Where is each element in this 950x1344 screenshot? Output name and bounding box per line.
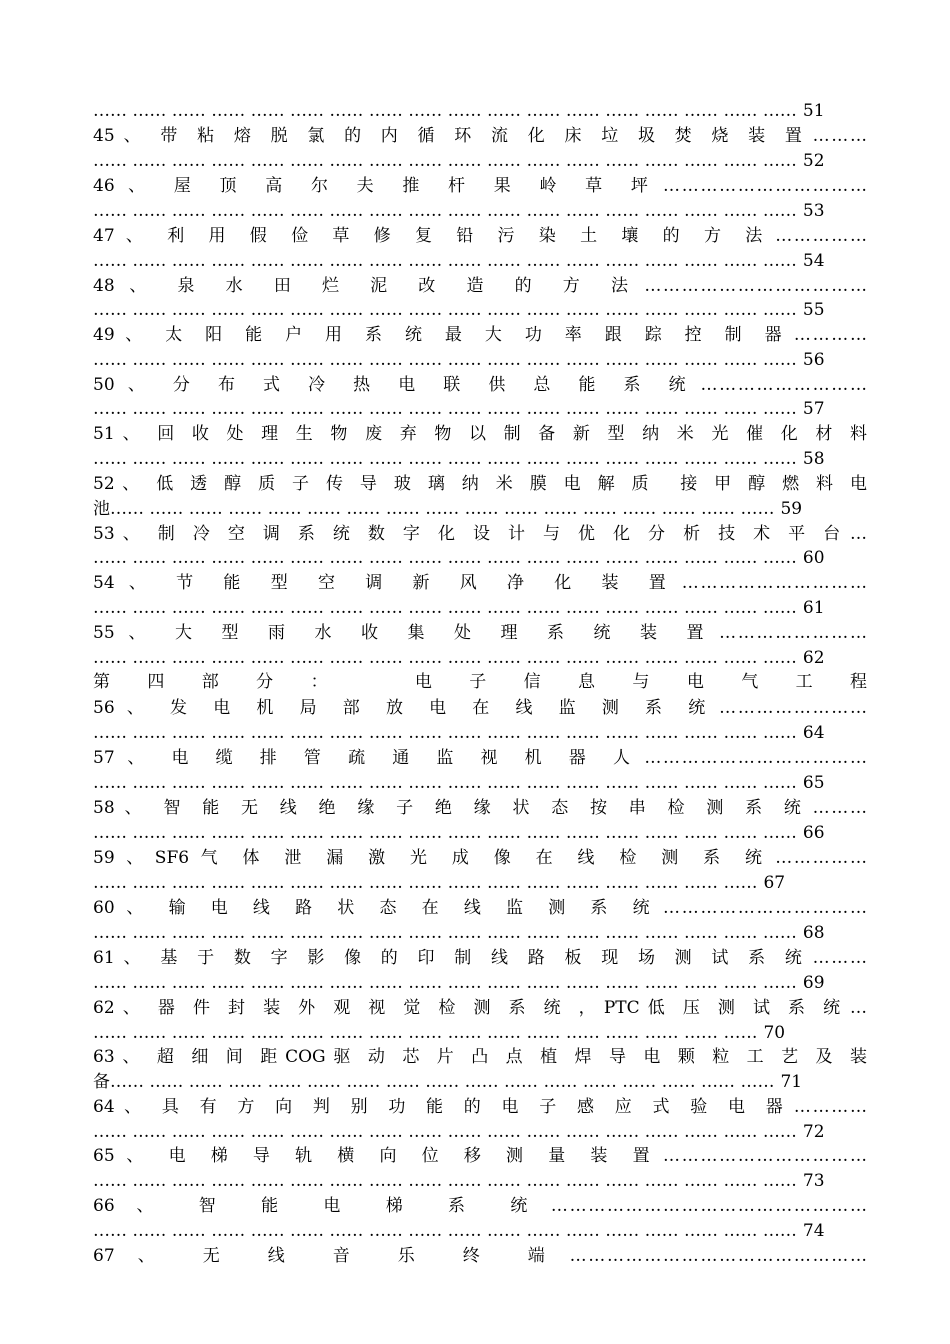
toc-entry — [93, 1095, 867, 1119]
toc-leader-line — [93, 821, 867, 845]
page-number: 73 — [802, 1171, 825, 1191]
toc-leader-line — [93, 397, 867, 421]
toc-entry — [93, 1045, 867, 1069]
toc-entry — [93, 1194, 867, 1218]
toc-text: 56、 发 电 机 局 部 放 电 在 线 监 测 系 统 … … … … … … … … — [93, 698, 867, 718]
toc-text: …… …… …… …… …… …… …… …… …… …… …… …… …… …… …… …… …… …… — [93, 201, 797, 221]
toc-leader-line — [93, 99, 867, 123]
toc-leader-line — [93, 1070, 867, 1094]
toc-entry — [93, 373, 867, 397]
toc-leader-line — [93, 249, 867, 273]
toc-text: 67、 无 线 音 乐 终 端 … … … … … … … … … … … … … … … … — [93, 1246, 867, 1266]
toc-text: 65、 电 梯 导 轨 横 向 位 移 测 量 装 置 … … … … … … … … … … … — [93, 1146, 867, 1166]
page-number: 58 — [802, 449, 825, 469]
page-number: 67 — [763, 873, 786, 893]
toc-entry — [93, 274, 867, 298]
toc-entry — [93, 174, 867, 198]
toc-text: …… …… …… …… …… …… …… …… …… …… …… …… …… …… …… …… …… …… — [93, 598, 797, 618]
page-number: 74 — [802, 1221, 825, 1241]
toc-text: …… …… …… …… …… …… …… …… …… …… …… …… …… …… …… …… …… …… — [93, 648, 797, 668]
toc-text: 59、SF6气 体 泄 漏 激 光 成 像 在 线 检 测 系 统 … … … … … — [93, 848, 867, 868]
toc-leader-line — [93, 721, 867, 745]
page-number: 52 — [802, 151, 825, 171]
toc-leader-line — [93, 871, 867, 895]
toc-leader-line — [93, 1021, 867, 1045]
toc-leader-line — [93, 971, 867, 995]
toc-text: 57、 电 缆 排 管 疏 通 监 视 机 器 人 … … … … … … … … … … … … — [93, 748, 867, 768]
toc-text: 66、 智 能 电 梯 系 统 … … … … … … … … … … … … … … … … … — [93, 1196, 867, 1216]
toc-leader-line — [93, 771, 867, 795]
toc-text: …… …… …… …… …… …… …… …… …… …… …… …… …… …… …… …… …… …… — [93, 823, 797, 843]
toc-entry — [93, 571, 867, 595]
page-number: 60 — [802, 548, 825, 568]
toc-text: …… …… …… …… …… …… …… …… …… …… …… …… …… …… …… …… …… …… — [93, 449, 797, 469]
toc-entry — [93, 323, 867, 347]
toc-text: 54、 节 能 型 空 调 新 风 净 化 装 置 … … … … … … … … … … — [93, 573, 867, 593]
toc-entry — [93, 422, 867, 446]
toc-text: 63、 超 细 间 距COG驱 动 芯 片 凸 点 植 焊 导 电 颗 粒 工 艺 及 装 — [93, 1047, 867, 1067]
page-number: 64 — [802, 723, 825, 743]
toc-text: 50、 分 布 式 冷 热 电 联 供 总 能 系 统 … … … … … … … … … — [93, 375, 867, 395]
toc-text: …… …… …… …… …… …… …… …… …… …… …… …… …… …… …… …… …… …… — [93, 973, 797, 993]
page-number: 62 — [802, 648, 825, 668]
page-number: 54 — [802, 251, 825, 271]
toc-entry — [93, 621, 867, 645]
toc-entry — [93, 472, 867, 496]
toc-entry — [93, 846, 867, 870]
page-number: 69 — [802, 973, 825, 993]
toc-leader-line — [93, 348, 867, 372]
toc-text: 62、 器 件 封 装 外 观 视 觉 检 测 系 统 ，PTC低 压 测 试 系 统 … — [93, 998, 867, 1018]
toc-text: 58、 智 能 无 线 绝 缘 子 绝 缘 状 态 按 串 检 测 系 统 … … … — [93, 798, 867, 818]
toc-text: …… …… …… …… …… …… …… …… …… …… …… …… …… …… …… …… …… …… — [93, 1122, 797, 1142]
page-number: 72 — [802, 1122, 825, 1142]
toc-text: …… …… …… …… …… …… …… …… …… …… …… …… …… …… …… …… …… …… — [93, 300, 797, 320]
toc-text: …… …… …… …… …… …… …… …… …… …… …… …… …… …… …… …… …… …… — [93, 399, 797, 419]
toc-leader-line — [93, 447, 867, 471]
toc-entry — [93, 796, 867, 820]
toc-leader-line — [93, 646, 867, 670]
page-number: 56 — [802, 350, 825, 370]
toc-entry — [93, 124, 867, 148]
toc-text: …… …… …… …… …… …… …… …… …… …… …… …… …… …… …… …… …… …… — [93, 251, 797, 271]
page-number: 65 — [802, 773, 825, 793]
toc-text: 47、 利 用 假 俭 草 修 复 铅 污 染 土 壤 的 方 法 … … … … … — [93, 226, 867, 246]
toc-text: 51、 回 收 处 理 生 物 废 弃 物 以 制 备 新 型 纳 米 光 催 化 材 料 — [93, 424, 867, 444]
page-number: 68 — [802, 923, 825, 943]
toc-text: …… …… …… …… …… …… …… …… …… …… …… …… …… …… …… …… …… …… — [93, 1221, 797, 1241]
toc-text: 64、 具 有 方 向 判 别 功 能 的 电 子 感 应 式 验 电 器 … … … … — [93, 1097, 867, 1117]
toc-leader-line — [93, 497, 867, 521]
toc-text: …… …… …… …… …… …… …… …… …… …… …… …… …… …… …… …… …… …… — [93, 350, 797, 370]
toc-text: 55、 大 型 雨 水 收 集 处 理 系 统 装 置 … … … … … … … … — [93, 623, 867, 643]
toc-leader-line — [93, 546, 867, 570]
toc-leader-line — [93, 921, 867, 945]
toc-entry — [93, 670, 867, 694]
toc-entry — [93, 696, 867, 720]
toc-entry — [93, 224, 867, 248]
toc-text: 61、 基 于 数 字 影 像 的 印 制 线 路 板 现 场 测 试 系 统 … … … — [93, 948, 867, 968]
toc-leader-line — [93, 1219, 867, 1243]
toc-text: …… …… …… …… …… …… …… …… …… …… …… …… …… …… …… …… …… …… — [93, 923, 797, 943]
page-number: 66 — [802, 823, 825, 843]
toc-text: 第 四 部 分 ： 电 子 信 息 与 电 气 工 程 — [93, 672, 867, 692]
toc-leader-line — [93, 149, 867, 173]
page-number: 59 — [780, 499, 803, 519]
toc-text: 49、 太 阳 能 户 用 系 统 最 大 功 率 跟 踪 控 制 器 … … … … — [93, 325, 867, 345]
page-number: 53 — [802, 201, 825, 221]
toc-leader-line — [93, 199, 867, 223]
page-number: 51 — [802, 101, 825, 121]
toc-text: …… …… …… …… …… …… …… …… …… …… …… …… …… …… …… …… …… …… — [93, 101, 797, 121]
toc-text: 46、 屋 顶 高 尔 夫 推 杆 果 岭 草 坪 … … … … … … … … … … … — [93, 176, 867, 196]
toc-text: 48、 泉 水 田 烂 泥 改 造 的 方 法 … … … … … … … … … … … … — [93, 276, 867, 296]
toc-entry — [93, 896, 867, 920]
toc-entry — [93, 522, 867, 546]
toc-leader-line — [93, 596, 867, 620]
toc-entry — [93, 746, 867, 770]
toc-text: …… …… …… …… …… …… …… …… …… …… …… …… …… …… …… …… …… — [93, 873, 758, 893]
toc-text: 52、 低 透 醇 质 子 传 导 玻 璃 纳 米 膜 电 解 质 接 甲 醇 燃 料 电 — [93, 474, 867, 494]
toc-text: …… …… …… …… …… …… …… …… …… …… …… …… …… …… …… …… …… …… — [93, 773, 797, 793]
page-number: 57 — [802, 399, 825, 419]
toc-text: …… …… …… …… …… …… …… …… …… …… …… …… …… …… …… …… …… …… — [93, 1171, 797, 1191]
page-number: 55 — [802, 300, 825, 320]
page-number: 70 — [763, 1023, 786, 1043]
page-number: 71 — [780, 1072, 803, 1092]
toc-text: 45、 带 粘 熔 脱 氯 的 内 循 环 流 化 床 垃 圾 焚 烧 装 置 … … … — [93, 126, 867, 146]
toc-text: …… …… …… …… …… …… …… …… …… …… …… …… …… …… …… …… …… …… — [93, 151, 797, 171]
toc-text: …… …… …… …… …… …… …… …… …… …… …… …… …… …… …… …… …… …… — [93, 723, 797, 743]
toc-entry — [93, 1144, 867, 1168]
page-number: 61 — [802, 598, 825, 618]
toc-text: …… …… …… …… …… …… …… …… …… …… …… …… …… …… …… …… …… — [93, 1023, 758, 1043]
toc-text: 53、 制 冷 空 调 系 统 数 字 化 设 计 与 优 化 分 析 技 术 平 台 … — [93, 524, 867, 544]
toc-entry — [93, 1244, 867, 1268]
toc-leader-line — [93, 1120, 867, 1144]
toc-text: 备…… …… …… …… …… …… …… …… …… …… …… …… …… …… …… …… …… — [93, 1072, 775, 1092]
toc-text: 60、 输 电 线 路 状 态 在 线 监 测 系 统 … … … … … … … … … … … — [93, 898, 867, 918]
toc-leader-line — [93, 1169, 867, 1193]
toc-entry — [93, 996, 867, 1020]
toc-text: 池…… …… …… …… …… …… …… …… …… …… …… …… …… …… …… …… …… — [93, 499, 775, 519]
toc-entry — [93, 946, 867, 970]
toc-leader-line — [93, 298, 867, 322]
toc-text: …… …… …… …… …… …… …… …… …… …… …… …… …… …… …… …… …… …… — [93, 548, 797, 568]
